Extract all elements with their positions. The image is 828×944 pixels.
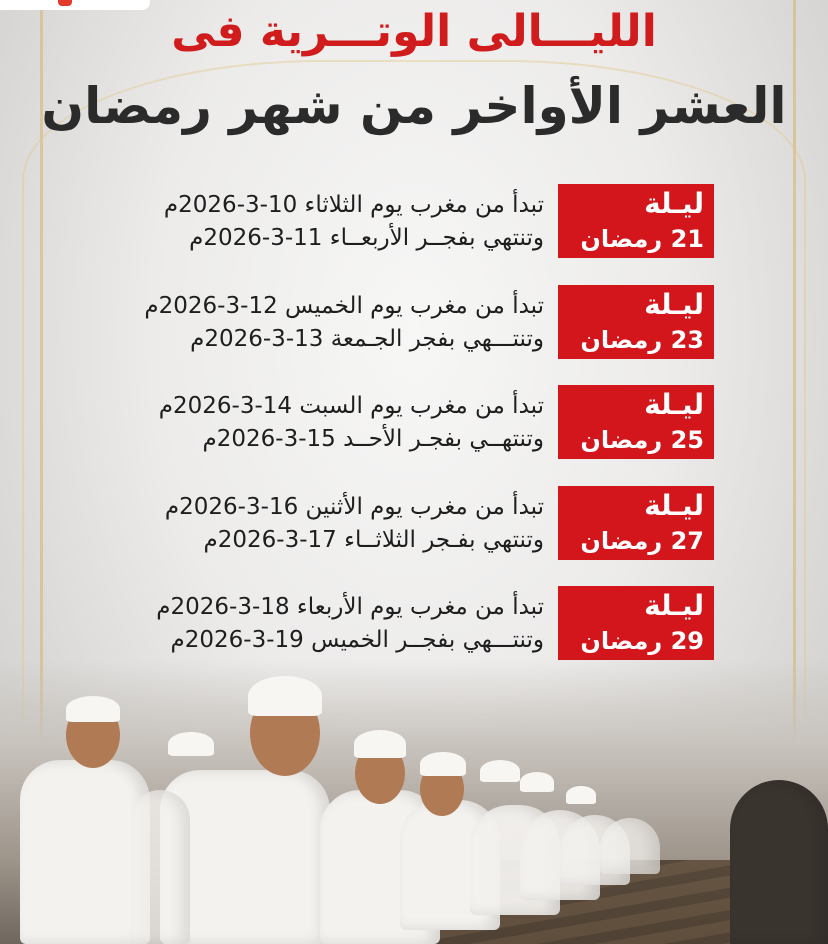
night-badge — [558, 285, 714, 359]
start-text: تبدأ من مغرب يوم الأثنين 16-3-2026م — [164, 493, 544, 520]
night-badge — [558, 586, 714, 660]
night-row — [0, 183, 828, 284]
worshipper-figure — [130, 790, 190, 944]
badge-label: ليـلة — [644, 187, 704, 220]
badge-label: ليـلة — [644, 488, 704, 522]
night-details — [84, 591, 544, 657]
badge-date: 27 رمضان — [580, 526, 704, 555]
badge-date: 29 رمضان — [580, 627, 704, 655]
prayer-cap — [566, 786, 596, 804]
prayer-cap — [248, 676, 322, 716]
prayer-cap — [520, 772, 554, 792]
night-details — [84, 189, 544, 255]
start-text: تبدأ من مغرب يوم السبت 14-3-2026م — [158, 393, 544, 419]
badge-date: 21 رمضان — [580, 225, 704, 253]
end-text: وتنتـــهي بفجــر الخميس 19-3-2026م — [170, 627, 544, 653]
end-text: وتنتهي بفـجر الثلاثــاء 17-3-2026م — [203, 526, 544, 553]
worshipper-figure — [600, 818, 660, 874]
night-details — [84, 491, 544, 557]
prayer-cap — [480, 760, 520, 782]
prayer-cap — [354, 730, 406, 758]
nights-list — [0, 183, 828, 686]
prayer-cap — [420, 752, 466, 776]
start-text: تبدأ من مغرب يوم الخميس 12-3-2026م — [144, 292, 544, 319]
end-text: وتنتـــهي بفجر الجـمعة 13-3-2026م — [190, 325, 544, 352]
night-details — [84, 390, 544, 456]
night-badge — [558, 385, 714, 459]
night-row — [0, 284, 828, 385]
prayer-cap — [66, 696, 120, 722]
badge-date: 25 رمضان — [580, 426, 704, 454]
end-text: وتنتهي بفجــر الأربعــاء 11-3-2026م — [189, 225, 544, 251]
start-text: تبدأ من مغرب يوم الأربعاء 18-3-2026م — [156, 594, 544, 620]
worshipper-figure — [730, 780, 828, 944]
night-row — [0, 485, 828, 586]
start-text: تبدأ من مغرب يوم الثلاثاء 10-3-2026م — [163, 192, 544, 218]
title-line-2: العشر الأواخر من شهر رمضان — [41, 77, 787, 135]
end-text: وتنتهــي بفجـر الأحــد 15-3-2026م — [202, 426, 544, 452]
night-badge — [558, 184, 714, 258]
badge-label: ليـلة — [644, 287, 704, 321]
prayer-cap — [168, 732, 214, 756]
badge-label: ليـلة — [644, 388, 704, 421]
night-badge — [558, 486, 714, 560]
title-line-1: الليـــالى الوتـــرية فى — [171, 6, 657, 57]
badge-label: ليـلة — [644, 589, 704, 622]
night-row — [0, 384, 828, 485]
night-details — [84, 290, 544, 356]
badge-date: 23 رمضان — [580, 325, 704, 354]
